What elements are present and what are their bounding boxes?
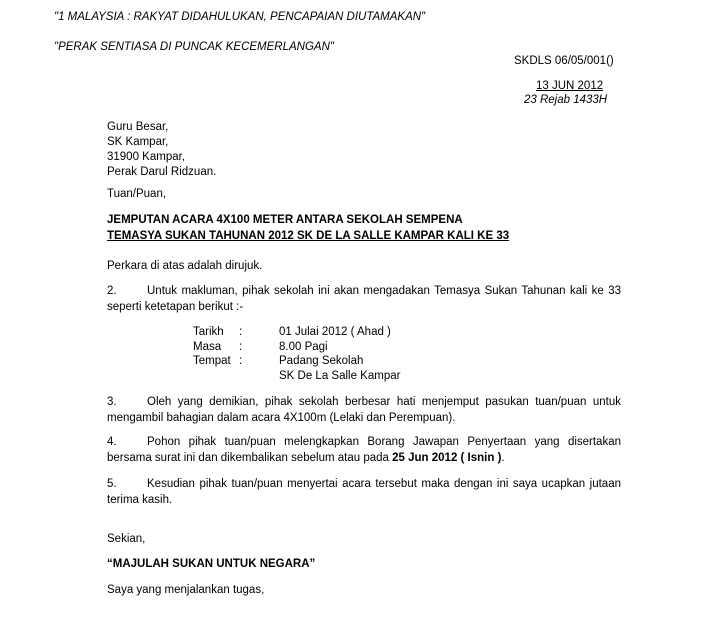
paragraph-text: Untuk makluman, pihak sekolah ini akan mengadakan Temasya Sukan Tahunan kali ke 33 seperti ketetapan berikut :- bbox=[107, 285, 621, 313]
recipient-line: Guru Besar, bbox=[107, 121, 169, 133]
motto-1: "1 MALAYSIA : RAKYAT DIDAHULUKAN, PENCAPAIAN DIUTAMAKAN" bbox=[54, 11, 426, 23]
salutation: Tuan/Puan, bbox=[107, 188, 167, 200]
hijri-date: 23 Rejab 1433H bbox=[524, 94, 608, 106]
event-colon: : bbox=[239, 355, 243, 367]
paragraph-4 bbox=[107, 435, 621, 466]
paragraph-text: Kesudian pihak tuan/puan menyertai acara tersebut maka dengan ini saya ucapkan jutaan terima kasih. bbox=[107, 478, 621, 506]
recipient-line: 31900 Kampar, bbox=[107, 151, 186, 163]
paragraph-5 bbox=[107, 477, 621, 508]
paragraph-number: 3. bbox=[107, 396, 117, 408]
intro-line: Perkara di atas adalah dirujuk. bbox=[107, 260, 263, 272]
event-label: Tarikh bbox=[193, 326, 224, 338]
reference-number: SKDLS 06/05/001() bbox=[514, 55, 614, 67]
event-value: 01 Julai 2012 ( Ahad ) bbox=[279, 326, 391, 338]
subject-line-2: TEMASYA SUKAN TAHUNAN 2012 SK DE LA SALLE KAMPAR KALI KE 33 bbox=[107, 230, 510, 242]
event-value: 8.00 Pagi bbox=[279, 341, 328, 353]
closing: Sekian, bbox=[107, 533, 146, 545]
paragraph-text: Oleh yang demikian, pihak sekolah berbesar hati menjemput pasukan tuan/puan untuk mengambil bahagian dalam acara 4X100m (Lelaki dan Perempuan). bbox=[107, 396, 621, 424]
paragraph-number: 4. bbox=[107, 436, 117, 448]
paragraph-number: 5. bbox=[107, 478, 117, 490]
letter-date: 13 JUN 2012 bbox=[536, 80, 604, 92]
event-label: Tempat bbox=[193, 355, 231, 367]
subject-line-1: JEMPUTAN ACARA 4X100 METER ANTARA SEKOLAH SEMPENA bbox=[107, 214, 463, 226]
deadline-date: 25 Jun 2012 ( Isnin ) bbox=[392, 451, 502, 464]
event-colon: : bbox=[239, 341, 243, 353]
event-label: Masa bbox=[193, 341, 222, 353]
sign-off: Saya yang menjalankan tugas, bbox=[107, 584, 265, 596]
recipient-line: Perak Darul Ridzuan. bbox=[107, 166, 217, 178]
paragraph-number: 2. bbox=[107, 285, 117, 297]
paragraph-3 bbox=[107, 395, 621, 426]
motto-2: "PERAK SENTIASA DI PUNCAK KECEMERLANGAN" bbox=[54, 41, 334, 53]
event-value: SK De La Salle Kampar bbox=[279, 370, 401, 382]
recipient-line: SK Kampar, bbox=[107, 136, 169, 148]
recipient-address bbox=[107, 120, 216, 180]
event-value: Padang Sekolah bbox=[279, 355, 364, 367]
closing-motto: “MAJULAH SUKAN UNTUK NEGARA” bbox=[107, 558, 316, 570]
paragraph-2 bbox=[107, 284, 621, 315]
paragraph-text: Pohon pihak tuan/puan melengkapkan Borang Jawapan Penyertaan yang disertakan bersama surat ini dan dikembalikan sebelum atau pada bbox=[107, 436, 621, 464]
paragraph-end: . bbox=[501, 451, 505, 464]
event-colon: : bbox=[239, 326, 243, 338]
